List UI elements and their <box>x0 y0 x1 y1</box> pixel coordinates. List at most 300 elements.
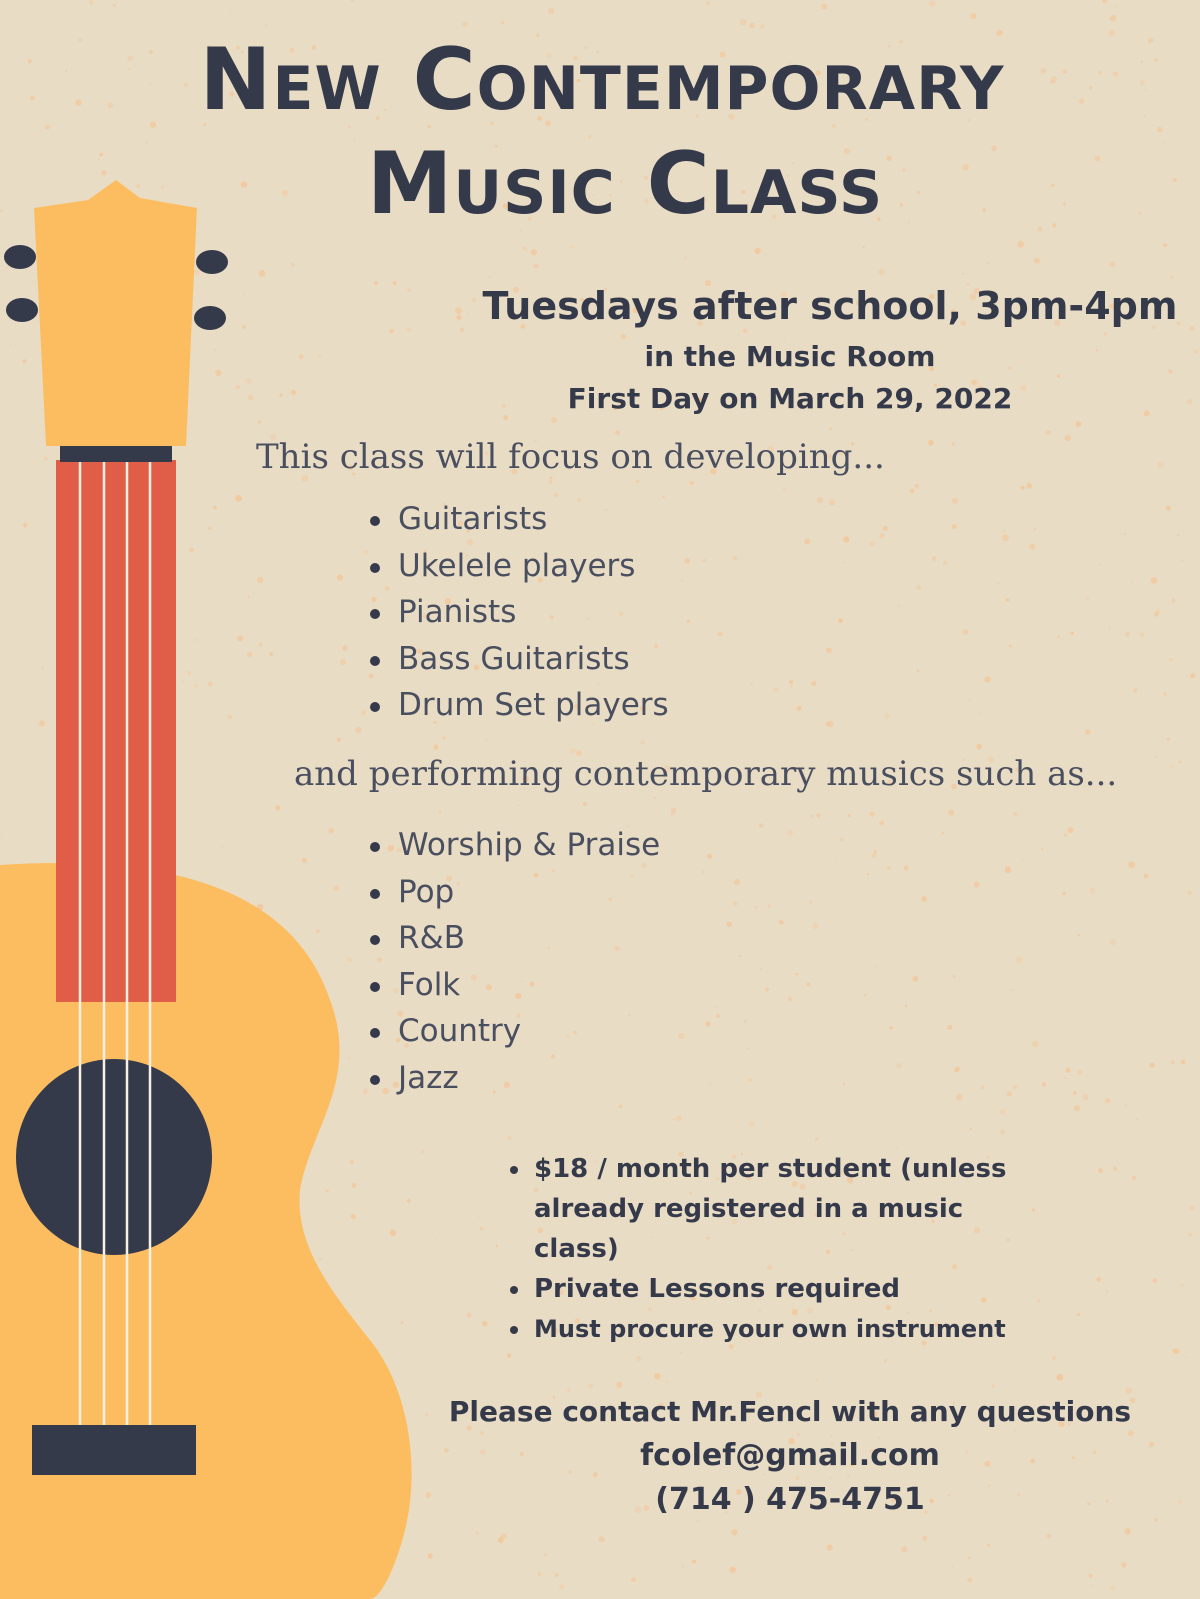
guitar-nut <box>60 446 172 462</box>
speckle-dot <box>864 994 867 997</box>
speckle-dot <box>739 955 741 957</box>
speckle-dot <box>696 1519 699 1522</box>
speckle-dot <box>682 1566 684 1568</box>
speckle-dot <box>1178 761 1181 764</box>
speckle-dot <box>1166 506 1171 511</box>
speckle-dot <box>684 257 687 260</box>
speckle-dot <box>508 1136 511 1139</box>
speckle-dot <box>507 1353 512 1358</box>
speckle-dot <box>896 1063 901 1068</box>
speckle-dot <box>439 811 441 813</box>
speckle-dot <box>1181 1060 1186 1065</box>
speckle-dot <box>1163 692 1167 696</box>
speckle-dot <box>455 307 462 314</box>
speckle-dot <box>754 906 758 910</box>
speckle-dot <box>795 973 798 976</box>
speckle-dot <box>952 497 959 504</box>
speckle-dot <box>1042 1082 1046 1086</box>
speckle-dot <box>1124 533 1126 535</box>
speckle-dot <box>809 814 813 818</box>
speckle-dot <box>749 23 755 29</box>
focus-lead: This class will focus on developing... <box>256 437 885 477</box>
speckle-dot <box>468 312 470 314</box>
speckle-dot <box>843 1083 845 1085</box>
speckle-dot <box>1167 738 1170 741</box>
speckle-dot <box>807 983 811 987</box>
speckle-dot <box>916 585 921 590</box>
title-line-1: New Contemporary <box>199 30 1005 130</box>
speckle-dot <box>843 536 849 542</box>
speckle-dot <box>1014 1429 1016 1431</box>
speckle-dot <box>829 427 832 430</box>
speckle-dot <box>1190 673 1195 678</box>
speckle-dot <box>765 987 769 991</box>
speckle-dot <box>1105 1098 1110 1103</box>
schedule-location: in the Music Room <box>644 340 936 373</box>
speckle-dot <box>795 1476 799 1480</box>
speckle-dot <box>783 488 786 491</box>
speckle-dot <box>1007 1091 1012 1096</box>
speckle-dot <box>968 1557 970 1559</box>
speckle-dot <box>970 13 976 19</box>
speckle-dot <box>797 1433 800 1436</box>
speckle-dot <box>956 1094 963 1101</box>
speckle-dot <box>435 1239 437 1241</box>
speckle-dot <box>817 497 823 503</box>
speckle-dot <box>1082 1094 1088 1100</box>
speckle-dot <box>502 404 506 408</box>
speckle-dot <box>1181 560 1183 562</box>
speckle-dot <box>615 430 620 435</box>
speckle-dot <box>718 631 723 636</box>
speckle-dot <box>501 21 505 25</box>
schedule-first-day: First Day on March 29, 2022 <box>567 382 1013 415</box>
speckle-dot <box>559 1584 564 1589</box>
speckle-dot <box>732 556 737 561</box>
speckle-dot <box>994 999 996 1001</box>
speckle-dot <box>878 269 885 276</box>
speckle-dot <box>1136 1118 1139 1121</box>
speckle-dot <box>951 1566 953 1568</box>
speckle-dot <box>726 922 732 928</box>
speckle-dot <box>1063 1032 1065 1034</box>
speckle-dot <box>1013 812 1017 816</box>
speckle-dot <box>733 901 738 906</box>
speckle-dot <box>680 1351 682 1353</box>
speckle-dot <box>1003 530 1005 532</box>
list-item: Drum Set players <box>362 682 669 729</box>
speckle-dot <box>1074 1105 1081 1112</box>
list-item: Ukelele players <box>362 543 669 590</box>
speckle-dot <box>1152 1278 1157 1283</box>
speckle-dot <box>987 1543 990 1546</box>
speckle-dot <box>747 1047 749 1049</box>
speckle-dot <box>636 1356 641 1361</box>
speckle-dot <box>932 556 937 561</box>
speckle-dot <box>636 480 639 483</box>
speckle-dot <box>1032 1041 1039 1048</box>
speckle-dot <box>749 1078 753 1082</box>
tuning-peg-icon <box>4 245 36 269</box>
speckle-dot <box>571 245 575 249</box>
tuning-peg-icon <box>194 306 226 330</box>
speckle-dot <box>884 713 889 718</box>
speckle-dot <box>1102 0 1107 3</box>
speckle-dot <box>830 1477 832 1479</box>
speckle-dot <box>1089 888 1095 894</box>
speckle-dot <box>874 850 877 853</box>
speckle-dot <box>1089 1574 1093 1578</box>
speckle-dot <box>744 1020 746 1022</box>
speckle-dot <box>904 865 909 870</box>
speckle-dot <box>740 19 747 26</box>
speckle-dot <box>1098 608 1100 610</box>
speckle-dot <box>915 484 920 489</box>
speckle-dot <box>1017 241 1024 248</box>
speckle-dot <box>1047 1534 1051 1538</box>
speckle-dot <box>838 618 843 623</box>
speckle-dot <box>889 1026 893 1030</box>
speckle-dot <box>1013 1085 1018 1090</box>
tuning-peg-icon <box>6 298 38 322</box>
speckle-dot <box>942 832 945 835</box>
speckle-dot <box>583 802 587 806</box>
speckle-dot <box>829 500 834 505</box>
speckle-dot <box>551 417 557 423</box>
speckle-dot <box>1005 866 1012 873</box>
speckle-dot <box>731 1529 737 1535</box>
speckle-dot <box>755 248 761 254</box>
speckle-dot <box>952 524 957 529</box>
list-item: Country <box>362 1008 660 1055</box>
speckle-dot <box>1029 543 1035 549</box>
speckle-dot <box>729 1567 735 1573</box>
speckle-dot <box>1065 435 1071 441</box>
speckle-dot <box>1000 1129 1006 1135</box>
fretboard <box>56 460 176 1002</box>
speckle-dot <box>1002 535 1009 542</box>
speckle-dot <box>804 538 810 544</box>
speckle-dot <box>480 1227 483 1230</box>
speckle-dot <box>1034 258 1040 264</box>
speckle-dot <box>1057 636 1060 639</box>
speckle-dot <box>872 853 877 858</box>
speckle-dot <box>1171 765 1174 768</box>
guitar-illustration <box>0 0 430 1599</box>
speckle-dot <box>531 249 537 255</box>
speckle-dot <box>678 1033 684 1039</box>
speckle-dot <box>1169 657 1173 661</box>
speckle-dot <box>500 1533 506 1539</box>
speckle-dot <box>789 680 794 685</box>
speckle-dot <box>1155 1518 1158 1521</box>
speckle-dot <box>687 620 690 623</box>
speckle-dot <box>1144 410 1150 416</box>
speckle-dot <box>716 1014 720 1018</box>
speckle-dot <box>433 745 438 750</box>
speckle-dot <box>1154 611 1159 616</box>
speckle-dot <box>1157 461 1164 468</box>
speckle-dot <box>707 854 712 859</box>
speckle-dot <box>480 1431 484 1435</box>
speckle-dot <box>1085 729 1091 735</box>
speckle-dot <box>929 0 936 7</box>
speckle-dot <box>1110 1585 1115 1590</box>
speckle-dot <box>788 997 793 1002</box>
sound-hole <box>16 1059 212 1255</box>
speckle-dot <box>672 1118 674 1120</box>
tuning-peg-icon <box>196 250 228 274</box>
speckle-dot <box>640 740 645 745</box>
speckle-dot <box>883 526 888 531</box>
speckle-dot <box>1125 632 1130 637</box>
instrument-list <box>362 496 669 729</box>
speckle-dot <box>815 1137 819 1141</box>
details-list <box>506 1149 1146 1349</box>
speckle-dot <box>1062 893 1064 895</box>
speckle-dot <box>1181 1284 1183 1286</box>
speckle-dot <box>774 687 778 691</box>
speckle-dot <box>922 1536 927 1541</box>
speckle-dot <box>978 713 980 715</box>
speckle-dot <box>830 1435 832 1437</box>
speckle-dot <box>1110 261 1116 267</box>
speckle-dot <box>538 1572 542 1576</box>
speckle-dot <box>1168 369 1172 373</box>
speckle-dot <box>1171 598 1175 602</box>
speckle-dot <box>703 559 706 562</box>
list-item: Must procure your own instrument <box>506 1309 1146 1349</box>
speckle-dot <box>917 670 920 673</box>
speckle-dot <box>787 829 793 835</box>
speckle-dot <box>869 541 875 547</box>
speckle-dot <box>876 967 878 969</box>
speckle-dot <box>702 871 704 873</box>
speckle-dot <box>714 1006 716 1008</box>
speckle-dot <box>456 315 461 320</box>
speckle-dot <box>466 1312 471 1317</box>
speckle-dot <box>797 706 802 711</box>
speckle-dot <box>1021 385 1027 391</box>
speckle-dot <box>654 797 656 799</box>
speckle-dot <box>809 900 813 904</box>
speckle-dot <box>1073 1091 1077 1095</box>
speckle-dot <box>913 440 915 442</box>
speckle-dot <box>690 481 694 485</box>
speckle-dot <box>767 904 770 907</box>
speckle-dot <box>1177 534 1179 536</box>
speckle-dot <box>709 1083 711 1085</box>
speckle-dot <box>967 1578 972 1583</box>
speckle-dot <box>760 24 764 28</box>
speckle-dot <box>1016 956 1023 963</box>
speckle-dot <box>867 873 870 876</box>
speckle-dot <box>654 1373 660 1379</box>
speckle-dot <box>821 4 827 10</box>
speckle-dot <box>1091 1584 1093 1586</box>
speckle-dot <box>1064 1077 1066 1079</box>
list-item: Guitarists <box>362 496 669 543</box>
speckle-dot <box>816 1378 819 1381</box>
speckle-dot <box>812 923 818 929</box>
speckle-dot <box>953 975 956 978</box>
speckle-dot <box>912 976 918 982</box>
speckle-dot <box>1188 1232 1193 1237</box>
speckle-dot <box>811 681 816 686</box>
speckle-dot <box>879 821 884 826</box>
speckle-dot <box>518 805 520 807</box>
speckle-dot <box>969 699 971 701</box>
list-item: Folk <box>362 962 660 1009</box>
speckle-dot <box>825 722 830 727</box>
speckle-dot <box>998 583 1000 585</box>
speckle-dot <box>847 1475 850 1478</box>
speckle-dot <box>705 1021 710 1026</box>
speckle-dot <box>1155 756 1157 758</box>
speckle-dot <box>901 1546 908 1553</box>
speckle-dot <box>910 489 915 494</box>
contact-phone: (714 ) 475-4751 <box>655 1482 925 1517</box>
speckle-dot <box>884 1359 887 1362</box>
contact-line: Please contact Mr.Fencl with any questions <box>448 1395 1132 1428</box>
speckle-dot <box>1056 1374 1063 1381</box>
speckle-dot <box>1057 374 1061 378</box>
speckle-dot <box>921 896 927 902</box>
speckle-dot <box>460 327 465 332</box>
list-item: Pop <box>362 869 660 916</box>
speckle-dot <box>631 1577 636 1582</box>
speckle-dot <box>482 1321 488 1327</box>
speckle-dot <box>905 1005 908 1008</box>
speckle-dot <box>816 813 821 818</box>
speckle-dot <box>1077 1070 1083 1076</box>
speckle-dot <box>489 276 491 278</box>
speckle-dot <box>887 866 891 870</box>
speckle-dot <box>1022 859 1024 861</box>
speckle-dot <box>863 246 865 248</box>
speckle-dot <box>760 968 762 970</box>
speckle-dot <box>952 442 955 445</box>
speckle-dot <box>1076 421 1082 427</box>
speckle-dot <box>791 685 793 687</box>
speckle-dot <box>1109 627 1112 630</box>
speckle-dot <box>830 978 832 980</box>
speckle-dot <box>462 22 468 28</box>
speckle-dot <box>619 1104 623 1108</box>
speckle-dot <box>588 1384 593 1389</box>
speckle-dot <box>848 814 851 817</box>
speckle-dot <box>1008 1067 1010 1069</box>
genres-lead: and performing contemporary musics such as... <box>294 754 1118 794</box>
speckle-dot <box>570 748 576 754</box>
speckle-dot <box>479 1216 481 1218</box>
speckle-dot <box>503 415 508 420</box>
speckle-dot <box>948 809 954 815</box>
speckle-dot <box>1171 1060 1175 1064</box>
title-line-2: Music Class <box>366 134 884 234</box>
speckle-dot <box>956 1067 960 1071</box>
speckle-dot <box>962 273 964 275</box>
speckle-dot <box>734 879 740 885</box>
speckle-dot <box>1126 1387 1133 1394</box>
speckle-dot <box>1190 326 1195 331</box>
speckle-dot <box>555 1573 559 1577</box>
speckle-dot <box>442 736 445 739</box>
speckle-dot <box>879 533 884 538</box>
speckle-dot <box>1170 275 1174 279</box>
speckle-dot <box>943 561 948 566</box>
speckle-dot <box>1185 1356 1187 1358</box>
speckle-dot <box>868 1435 870 1437</box>
speckle-dot <box>1116 5 1118 7</box>
speckle-dot <box>548 8 554 14</box>
speckle-dot <box>835 861 837 863</box>
contact-email: fcolef@gmail.com <box>640 1438 940 1473</box>
speckle-dot <box>681 579 684 582</box>
speckle-dot <box>751 682 754 685</box>
list-item: Worship & Praise <box>362 822 660 869</box>
speckle-dot <box>1149 1442 1155 1448</box>
speckle-dot <box>1149 1063 1154 1068</box>
speckle-dot <box>1151 577 1157 583</box>
speckle-dot <box>1187 891 1191 895</box>
speckle-dot <box>947 1025 952 1030</box>
speckle-dot <box>1099 564 1101 566</box>
speckle-dot <box>1140 633 1144 637</box>
speckle-dot <box>1157 127 1163 133</box>
guitar-bridge <box>32 1425 196 1475</box>
speckle-dot <box>676 1115 682 1121</box>
speckle-dot <box>567 1389 571 1393</box>
speckle-dot <box>1189 1205 1194 1210</box>
speckle-dot <box>1128 861 1135 868</box>
speckle-dot <box>1121 1562 1126 1567</box>
speckle-dot <box>549 480 553 484</box>
speckle-dot <box>684 558 690 564</box>
speckle-dot <box>1068 827 1074 833</box>
speckle-dot <box>1077 934 1079 936</box>
speckle-dot <box>911 896 913 898</box>
speckle-dot <box>992 1385 995 1388</box>
speckle-dot <box>598 1131 600 1133</box>
speckle-dot <box>1173 1349 1176 1352</box>
speckle-dot <box>844 562 846 564</box>
speckle-dot <box>987 262 989 264</box>
list-item: Jazz <box>362 1055 660 1102</box>
speckle-dot <box>1155 59 1158 62</box>
speckle-dot <box>962 629 968 635</box>
list-item: R&B <box>362 915 660 962</box>
speckle-dot <box>1041 848 1043 850</box>
speckle-dot <box>1052 1356 1056 1360</box>
speckle-dot <box>616 1382 622 1388</box>
speckle-dot <box>599 1536 605 1542</box>
speckle-dot <box>1086 597 1090 601</box>
schedule-time: Tuesdays after school, 3pm-4pm <box>482 284 1178 328</box>
speckle-dot <box>706 1 710 5</box>
speckle-dot <box>1021 486 1025 490</box>
speckle-dot <box>1065 1068 1070 1073</box>
speckle-dot <box>827 1544 833 1550</box>
speckle-dot <box>692 1560 696 1564</box>
speckle-dot <box>534 263 539 268</box>
speckle-dot <box>763 1474 765 1476</box>
speckle-dot <box>759 823 763 827</box>
speckle-dot <box>486 740 488 742</box>
speckle-dot <box>1026 483 1032 489</box>
speckle-dot <box>1103 332 1106 335</box>
speckle-dot <box>1034 528 1036 530</box>
